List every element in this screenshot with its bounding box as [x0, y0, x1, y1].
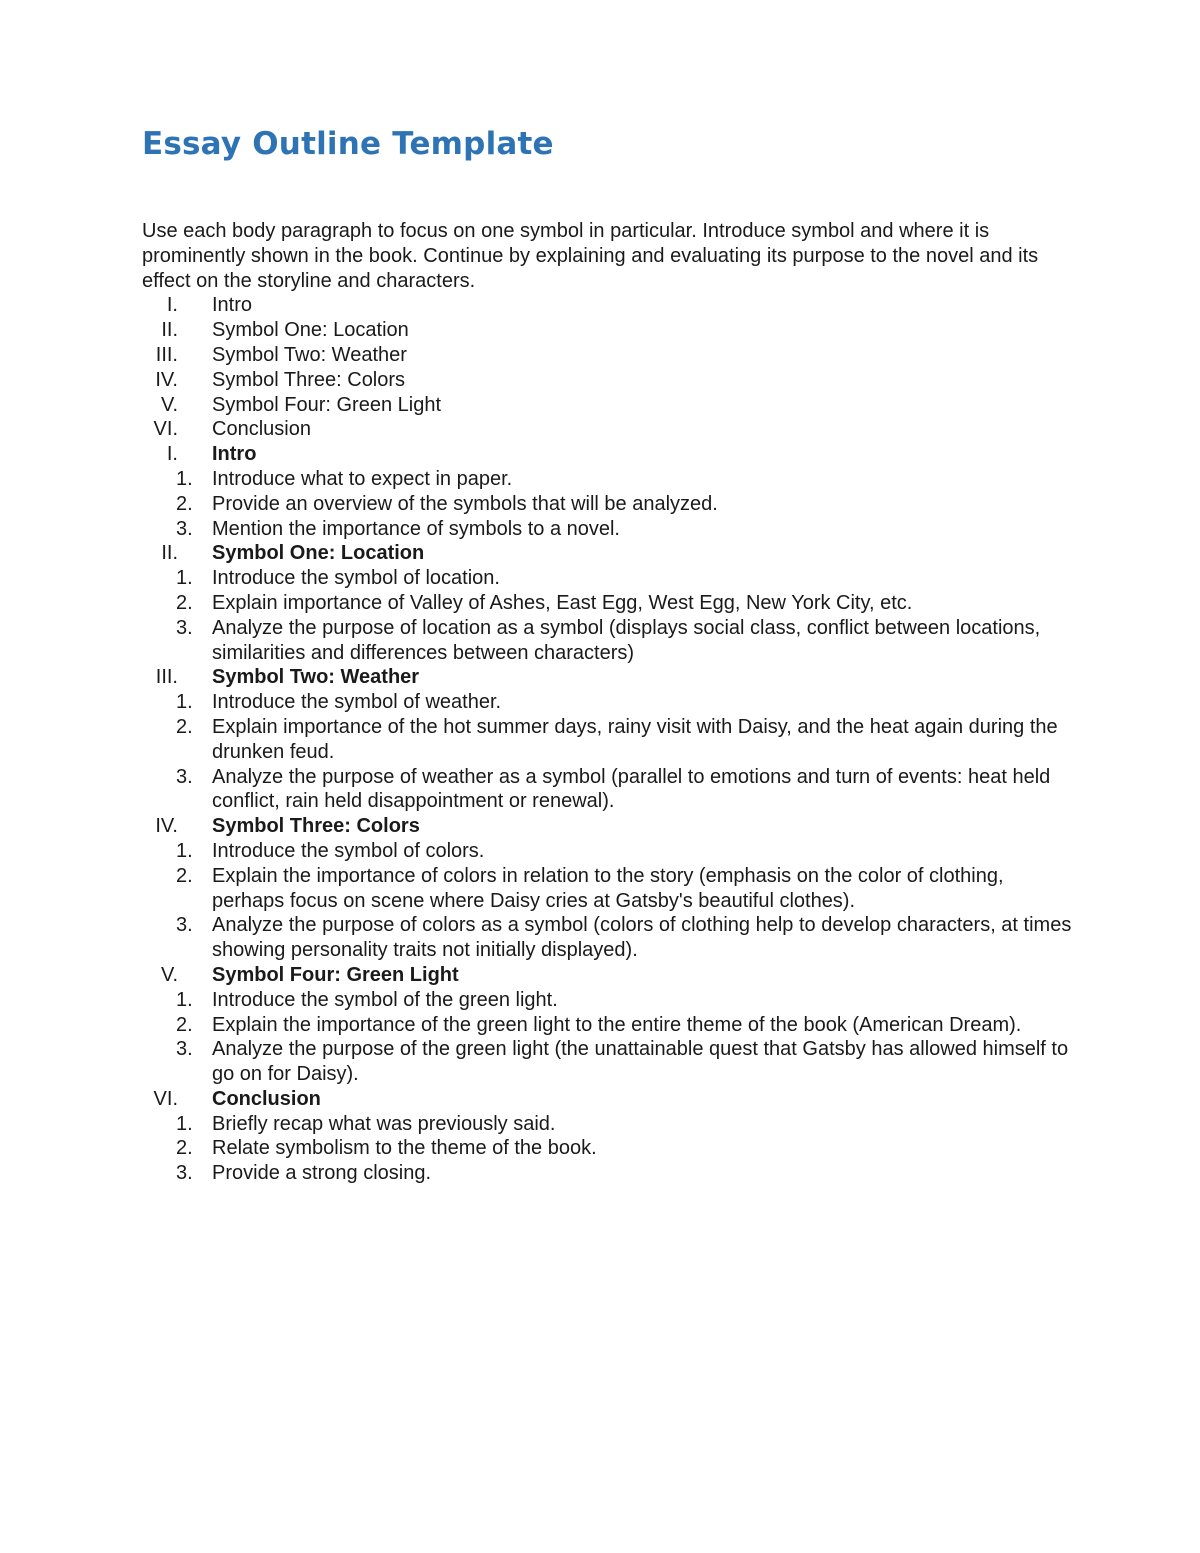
section-items	[142, 839, 1072, 963]
section-title: Symbol Three: Colors	[212, 815, 420, 838]
summary-item-text: Symbol One: Location	[212, 319, 409, 342]
list-item	[142, 1136, 1072, 1161]
list-item-text: Explain importance of the hot summer days, rainy visit with Daisy, and the heat again during the drunken feud.	[212, 715, 1058, 763]
list-item-text: Provide a strong closing.	[212, 1162, 432, 1185]
outline-section-intro	[142, 442, 1072, 541]
list-item	[142, 765, 1072, 815]
list-item	[142, 492, 1072, 517]
list-item	[142, 591, 1072, 616]
outline-section-conclusion	[142, 1087, 1072, 1186]
outline-section-location	[142, 541, 1072, 665]
list-item-number: 2.	[176, 1137, 193, 1160]
section-heading	[142, 963, 1072, 988]
section-heading	[142, 442, 1072, 467]
section-items	[142, 988, 1072, 1087]
section-number: IV.	[155, 815, 178, 838]
outline-section-colors	[142, 814, 1072, 963]
section-title: Intro	[212, 443, 257, 466]
list-item-text: Introduce the symbol of colors.	[212, 839, 485, 862]
list-item-text: Analyze the purpose of colors as a symbol (colors of clothing help to develop characters, at times showing personality traits not initially displayed).	[212, 914, 1072, 962]
list-item-text: Analyze the purpose of location as a symbol (displays social class, conflict between locations, similarities and differences between characters)	[212, 616, 1041, 664]
list-item	[142, 1013, 1072, 1038]
section-items	[142, 467, 1072, 541]
section-heading	[142, 1087, 1072, 1112]
outline-section-weather	[142, 665, 1072, 814]
summary-item-text: Symbol Three: Colors	[212, 368, 406, 391]
summary-item	[142, 318, 1072, 343]
list-item-number: 1.	[176, 1112, 193, 1135]
list-item-number: 2.	[176, 1013, 193, 1036]
intro-paragraph: Use each body paragraph to focus on one symbol in particular. Introduce symbol and where it is prominently shown in the book. Continue by explaining and evaluating its purpose to the novel and its effect on the storyline and characters.	[142, 220, 1039, 292]
summary-item-text: Intro	[212, 294, 253, 317]
list-item-number: 3.	[176, 765, 193, 788]
section-heading	[142, 665, 1072, 690]
section-number: V.	[160, 963, 178, 986]
list-item	[142, 715, 1072, 765]
list-item	[142, 1037, 1072, 1087]
summary-item-text: Conclusion	[212, 418, 311, 441]
list-item-number: 2.	[176, 591, 193, 614]
summary-item	[142, 368, 1072, 393]
list-item-text: Provide an overview of the symbols that will be analyzed.	[212, 492, 718, 515]
list-item-text: Introduce what to expect in paper.	[212, 467, 513, 490]
section-number: III.	[155, 666, 178, 689]
summary-item	[142, 417, 1072, 442]
list-item-text: Introduce the symbol of weather.	[212, 691, 502, 714]
outline-section-green-light	[142, 963, 1072, 1087]
list-item	[142, 566, 1072, 591]
list-item-text: Analyze the purpose of weather as a symbol (parallel to emotions and turn of events: heat held conflict, rain held disappointment or renewal).	[212, 765, 1051, 813]
list-item	[142, 864, 1072, 914]
section-title: Symbol Four: Green Light	[212, 963, 459, 986]
section-number: II.	[161, 542, 178, 565]
list-item	[142, 1112, 1072, 1137]
summary-item-number: IV.	[155, 368, 178, 391]
summary-item-text: Symbol Two: Weather	[212, 343, 407, 366]
list-item-number: 1.	[176, 988, 193, 1011]
section-items	[142, 566, 1072, 665]
list-item-text: Explain the importance of colors in relation to the story (emphasis on the color of clothing, perhaps focus on scene where Daisy cries at Gatsby's beautiful clothes).	[212, 864, 1004, 912]
section-items	[142, 690, 1072, 814]
list-item-text: Introduce the symbol of location.	[212, 567, 500, 590]
list-item-text: Analyze the purpose of the green light (the unattainable quest that Gatsby has allowed himself to go on for Daisy).	[212, 1038, 1069, 1086]
list-item-text: Explain importance of Valley of Ashes, East Egg, West Egg, New York City, etc.	[212, 591, 913, 614]
list-item	[142, 839, 1072, 864]
list-item-number: 3.	[176, 914, 193, 937]
list-item	[142, 517, 1072, 542]
list-item-text: Briefly recap what was previously said.	[212, 1112, 556, 1135]
list-item	[142, 616, 1072, 666]
list-item-text: Introduce the symbol of the green light.	[212, 988, 558, 1011]
list-item	[142, 913, 1072, 963]
summary-item-number: I.	[166, 294, 178, 317]
section-items	[142, 1112, 1072, 1186]
document-body	[142, 219, 1072, 1186]
section-heading	[142, 814, 1072, 839]
list-item-number: 3.	[176, 1162, 193, 1185]
list-item	[142, 690, 1072, 715]
summary-item-number: II.	[161, 319, 178, 342]
summary-item-number: III.	[155, 343, 178, 366]
summary-list	[142, 293, 1072, 442]
summary-item-number: V.	[160, 393, 178, 416]
list-item-number: 1.	[176, 691, 193, 714]
summary-item-text: Symbol Four: Green Light	[212, 393, 441, 416]
list-item	[142, 1161, 1072, 1186]
list-item	[142, 988, 1072, 1013]
section-heading	[142, 541, 1072, 566]
summary-item	[142, 393, 1072, 418]
list-item-text: Explain the importance of the green light to the entire theme of the book (American Dream).	[212, 1013, 1022, 1036]
list-item-number: 3.	[176, 616, 193, 639]
section-title: Symbol Two: Weather	[212, 666, 420, 689]
summary-item	[142, 293, 1072, 318]
list-item-number: 2.	[176, 864, 193, 887]
list-item-number: 1.	[176, 567, 193, 590]
list-item-number: 1.	[176, 467, 193, 490]
list-item-text: Mention the importance of symbols to a novel.	[212, 517, 620, 540]
list-item-number: 2.	[176, 492, 193, 515]
summary-item-number: VI.	[153, 418, 178, 441]
list-item-number: 3.	[176, 1038, 193, 1061]
list-item-number: 1.	[176, 839, 193, 862]
list-item-number: 2.	[176, 715, 193, 738]
section-title: Symbol One: Location	[212, 542, 425, 565]
section-title: Conclusion	[212, 1087, 321, 1110]
list-item-text: Relate symbolism to the theme of the book.	[212, 1137, 597, 1160]
section-number: I.	[166, 443, 178, 466]
list-item	[142, 467, 1072, 492]
summary-item	[142, 343, 1072, 368]
section-number: VI.	[153, 1087, 178, 1110]
list-item-number: 3.	[176, 517, 193, 540]
page-title: Essay Outline Template	[142, 126, 554, 162]
